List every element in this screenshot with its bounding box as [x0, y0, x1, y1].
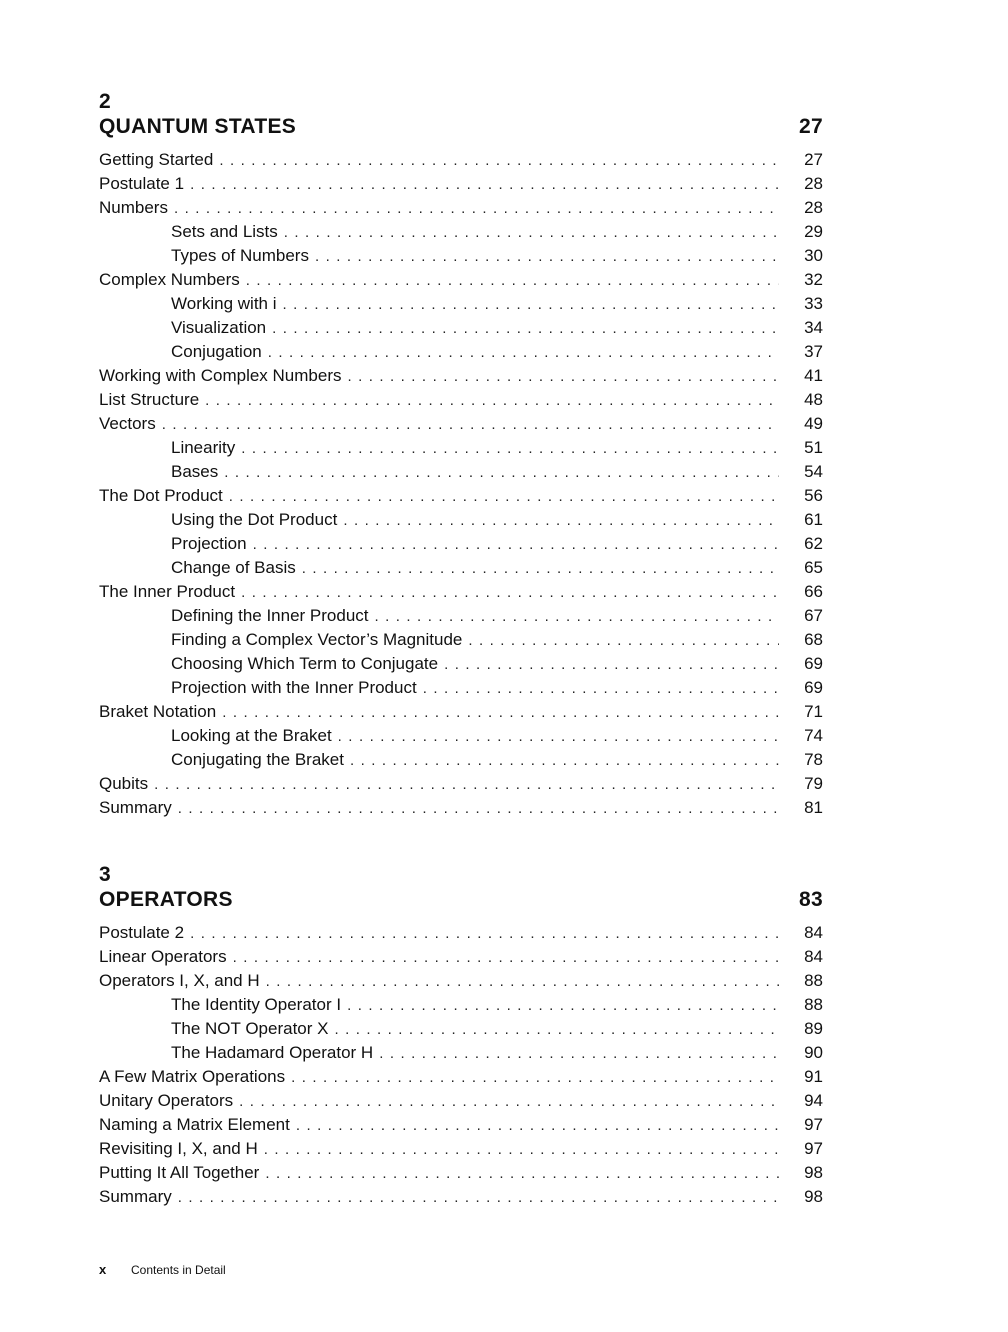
toc-entry-page: 56: [804, 486, 823, 505]
toc-entry[interactable]: [99, 364, 823, 388]
toc-entry-page: 34: [804, 318, 823, 337]
toc-entry-page: 81: [804, 798, 823, 817]
toc-entry-page: 69: [804, 678, 823, 697]
toc-entry-label: Working with i: [171, 294, 277, 313]
chapter-heading[interactable]: [99, 114, 823, 142]
toc-entry-label: Linearity: [171, 438, 236, 457]
toc-entry[interactable]: [99, 268, 823, 292]
toc-entry-page: 84: [804, 923, 823, 942]
toc-entry-label: Working with Complex Numbers: [99, 366, 342, 385]
toc-entry-label: A Few Matrix Operations: [99, 1067, 286, 1086]
toc-entry[interactable]: [99, 1161, 823, 1185]
page-footer: [99, 1262, 226, 1277]
toc-entry-page: 69: [804, 654, 823, 673]
toc-entry-page: 37: [804, 342, 823, 361]
toc-entry-page: 51: [804, 438, 823, 457]
dot-leader: [229, 485, 779, 509]
toc-entry[interactable]: [99, 1113, 823, 1137]
dot-leader: [253, 533, 779, 557]
toc-entry-page: 48: [804, 390, 823, 409]
toc-entry-label: Vectors: [99, 414, 156, 433]
toc-entry-label: Finding a Complex Vector’s Magnitude: [171, 630, 463, 649]
toc-entry-label: Putting It All Together: [99, 1163, 260, 1182]
toc-entry-page: 71: [804, 702, 823, 721]
toc-entry[interactable]: [99, 772, 823, 796]
toc-entry-label: Unitary Operators: [99, 1091, 234, 1110]
dot-leader: [283, 293, 780, 317]
toc-entry-page: 41: [804, 366, 823, 385]
dot-leader: [350, 749, 779, 773]
toc-entry-page: 84: [804, 947, 823, 966]
toc-entry-label: Projection: [171, 534, 247, 553]
toc-entry-label: Linear Operators: [99, 947, 227, 966]
toc-entry[interactable]: [99, 1185, 823, 1209]
toc-entry-page: 97: [804, 1115, 823, 1134]
dot-leader: [268, 341, 779, 365]
dot-leader: [266, 970, 779, 994]
toc-entry-label: Getting Started: [99, 150, 214, 169]
toc-entry-label: List Structure: [99, 390, 200, 409]
toc-entry-label: Using the Dot Product: [171, 510, 338, 529]
dot-leader: [315, 245, 779, 269]
toc-entry-label: Naming a Matrix Element: [99, 1115, 290, 1134]
toc-entry[interactable]: [99, 945, 823, 969]
dot-leader: [239, 1090, 779, 1114]
chapter-heading[interactable]: [99, 887, 823, 915]
toc-entry-label: Summary: [99, 798, 172, 817]
toc-subentry[interactable]: [99, 652, 823, 676]
dot-leader: [190, 922, 779, 946]
toc-entry-label: Operators I, X, and H: [99, 971, 260, 990]
toc-entry-page: 67: [804, 606, 823, 625]
toc-entry-page: 33: [804, 294, 823, 313]
dot-leader: [375, 605, 779, 629]
toc-entry-label: Numbers: [99, 198, 168, 217]
chapter-page: 27: [799, 115, 823, 138]
toc-entry-label: Summary: [99, 1187, 172, 1206]
dot-leader: [178, 797, 779, 821]
dot-leader: [222, 701, 779, 725]
toc-subentry[interactable]: [99, 604, 823, 628]
toc-entry-page: 98: [804, 1163, 823, 1182]
toc-entry[interactable]: [99, 388, 823, 412]
toc-entry-label: Change of Basis: [171, 558, 296, 577]
chapter-title: QUANTUM STATES: [99, 115, 297, 138]
toc-entry-label: Types of Numbers: [171, 246, 309, 265]
toc-subentry[interactable]: [99, 724, 823, 748]
toc-entry-page: 32: [804, 270, 823, 289]
dot-leader: [233, 946, 779, 970]
toc-subentry[interactable]: [99, 220, 823, 244]
toc-entry-page: 29: [804, 222, 823, 241]
toc-entry-label: Revisiting I, X, and H: [99, 1139, 258, 1158]
chapter-number: 3: [99, 863, 112, 886]
dot-leader: [265, 1162, 779, 1186]
toc-entry-page: 30: [804, 246, 823, 265]
toc-subentry[interactable]: [99, 628, 823, 652]
toc-entry[interactable]: [99, 969, 823, 993]
toc-entry-page: 28: [804, 174, 823, 193]
toc-subentry[interactable]: [99, 748, 823, 772]
toc-subentry[interactable]: [99, 508, 823, 532]
toc-entry[interactable]: [99, 172, 823, 196]
dot-leader: [291, 1066, 779, 1090]
dot-leader: [241, 437, 779, 461]
toc-entry-label: Defining the Inner Product: [171, 606, 369, 625]
toc-subentry[interactable]: [99, 244, 823, 268]
toc-entry-label: Bases: [171, 462, 219, 481]
dot-leader: [343, 509, 779, 533]
toc-entry[interactable]: [99, 796, 823, 820]
toc-entry-label: Visualization: [171, 318, 267, 337]
toc-entry-label: The Dot Product: [99, 486, 223, 505]
toc-subentry[interactable]: [99, 993, 823, 1017]
toc-subentry[interactable]: [99, 460, 823, 484]
toc-entry-label: Projection with the Inner Product: [171, 678, 417, 697]
dot-leader: [334, 1018, 779, 1042]
dot-leader: [444, 653, 779, 677]
dot-leader: [224, 461, 779, 485]
dot-leader: [205, 389, 779, 413]
toc-entry-label: The Inner Product: [99, 582, 236, 601]
toc-entry-page: 88: [804, 971, 823, 990]
dot-leader: [284, 221, 779, 245]
toc-entry[interactable]: [99, 580, 823, 604]
toc-entry-page: 74: [804, 726, 823, 745]
toc-entry-label: The Hadamard Operator H: [171, 1043, 374, 1062]
toc-entry-page: 79: [804, 774, 823, 793]
dot-leader: [264, 1138, 779, 1162]
dot-leader: [338, 725, 779, 749]
dot-leader: [347, 994, 779, 1018]
toc-entry[interactable]: [99, 412, 823, 436]
chapter-2: [99, 90, 823, 820]
toc-entry-page: 78: [804, 750, 823, 769]
toc-entry-label: Complex Numbers: [99, 270, 240, 289]
toc-entry-page: 54: [804, 462, 823, 481]
dot-leader: [241, 581, 779, 605]
toc-entry-label: Conjugation: [171, 342, 262, 361]
dot-leader: [246, 269, 779, 293]
toc-entry[interactable]: [99, 1089, 823, 1113]
dot-leader: [154, 773, 779, 797]
chapter-3: [99, 863, 823, 1209]
toc-entry-page: 28: [804, 198, 823, 217]
toc-subentry[interactable]: [99, 436, 823, 460]
toc-entry-page: 88: [804, 995, 823, 1014]
toc-subentry[interactable]: [99, 676, 823, 700]
toc-subentry[interactable]: [99, 340, 823, 364]
toc-entry-label: Qubits: [99, 774, 149, 793]
dot-leader: [178, 1186, 779, 1210]
toc-subentry[interactable]: [99, 1017, 823, 1041]
running-title: Contents in Detail: [131, 1263, 226, 1277]
toc-subentry[interactable]: [99, 292, 823, 316]
page-numeral: x: [99, 1262, 107, 1277]
toc-subentry[interactable]: [99, 556, 823, 580]
toc-entry-label: Looking at the Braket: [171, 726, 332, 745]
dot-leader: [174, 197, 779, 221]
toc-entry-label: The NOT Operator X: [171, 1019, 329, 1038]
toc-entry-label: Postulate 1: [99, 174, 185, 193]
chapter-number: 2: [99, 90, 112, 113]
toc-entry-page: 94: [804, 1091, 823, 1110]
toc-entry-label: Postulate 2: [99, 923, 185, 942]
toc-entry-page: 98: [804, 1187, 823, 1206]
toc-entry-page: 90: [804, 1043, 823, 1062]
toc-entry-label: Conjugating the Braket: [171, 750, 344, 769]
dot-leader: [296, 1114, 779, 1138]
toc-subentry[interactable]: [99, 316, 823, 340]
toc-entry-label: Choosing Which Term to Conjugate: [171, 654, 439, 673]
toc-entry-page: 68: [804, 630, 823, 649]
toc-entry-page: 65: [804, 558, 823, 577]
chapter-title: OPERATORS: [99, 888, 233, 911]
dot-leader: [272, 317, 779, 341]
toc-entry-page: 97: [804, 1139, 823, 1158]
toc-entry[interactable]: [99, 700, 823, 724]
toc-entry-page: 89: [804, 1019, 823, 1038]
dot-leader: [468, 629, 779, 653]
dot-leader: [347, 365, 779, 389]
dot-leader: [379, 1042, 779, 1066]
chapter-3-entries: [99, 921, 823, 1209]
toc-entry-page: 91: [804, 1067, 823, 1086]
toc-entry-label: The Identity Operator I: [171, 995, 342, 1014]
dot-leader: [219, 149, 779, 173]
toc-entry[interactable]: [99, 1137, 823, 1161]
toc-entry-label: Sets and Lists: [171, 222, 278, 241]
toc-entry-page: 61: [804, 510, 823, 529]
toc-entry[interactable]: [99, 196, 823, 220]
dot-leader: [302, 557, 779, 581]
toc-entry[interactable]: [99, 148, 823, 172]
toc-entry-page: 62: [804, 534, 823, 553]
table-of-contents: [99, 90, 823, 1209]
toc-subentry[interactable]: [99, 532, 823, 556]
chapter-2-entries: [99, 148, 823, 820]
toc-entry-page: 49: [804, 414, 823, 433]
dot-leader: [423, 677, 779, 701]
toc-entry[interactable]: [99, 1065, 823, 1089]
toc-entry-page: 27: [804, 150, 823, 169]
toc-entry-page: 66: [804, 582, 823, 601]
dot-leader: [190, 173, 779, 197]
toc-entry-label: Braket Notation: [99, 702, 217, 721]
toc-entry[interactable]: [99, 484, 823, 508]
dot-leader: [162, 413, 779, 437]
toc-subentry[interactable]: [99, 1041, 823, 1065]
toc-entry[interactable]: [99, 921, 823, 945]
chapter-page: 83: [799, 888, 823, 911]
